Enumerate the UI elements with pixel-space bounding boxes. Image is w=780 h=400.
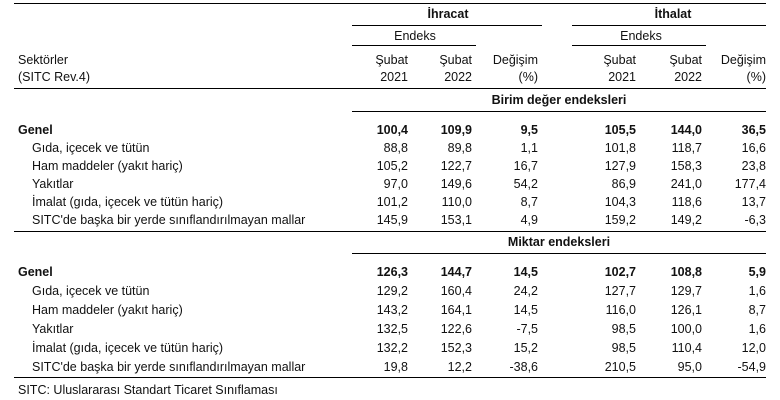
cell: 118,6 <box>671 195 702 209</box>
cell: 19,8 <box>383 360 408 374</box>
cell: 127,9 <box>604 159 636 173</box>
row-label: Ham maddeler (yakıt hariç) <box>32 159 183 173</box>
cell: 95,0 <box>677 360 702 374</box>
section-underline-miktar <box>352 253 766 254</box>
table-bottom-border <box>14 377 766 378</box>
cell: 105,2 <box>376 159 408 173</box>
cell: 54,2 <box>513 177 538 191</box>
cell: 105,5 <box>604 123 636 137</box>
cell: 210,5 <box>604 360 636 374</box>
section-divider <box>14 231 766 232</box>
cell: 108,8 <box>670 265 702 279</box>
cell: 100,0 <box>670 322 702 336</box>
cell: 8,7 <box>520 195 538 209</box>
col-header-6-line1: Değişim <box>720 53 766 67</box>
cell: 159,2 <box>604 213 636 227</box>
cell: -7,5 <box>516 322 538 336</box>
cell: 15,2 <box>513 341 538 355</box>
row-label: Genel <box>18 265 53 279</box>
cell: 126,3 <box>376 265 408 279</box>
cell: -54,9 <box>737 360 766 374</box>
cell: 132,5 <box>376 322 408 336</box>
cell: 100,4 <box>376 123 408 137</box>
group-underline-ihracat <box>352 25 542 26</box>
row-label: Yakıtlar <box>32 322 74 336</box>
cell: 23,8 <box>741 159 766 173</box>
col-header-3-line1: Değişim <box>492 53 538 67</box>
cell: 110,0 <box>441 195 472 209</box>
footnote: SITC: Uluslararası Standart Ticaret Sınıflaması <box>18 383 278 397</box>
cell: 14,5 <box>513 303 538 317</box>
cell: 132,2 <box>376 341 408 355</box>
cell: 122,7 <box>440 159 472 173</box>
section-title-miktar: Miktar endeksleri <box>507 235 611 249</box>
cell: -6,3 <box>744 213 766 227</box>
cell: 144,0 <box>670 123 702 137</box>
table-top-border <box>14 3 766 4</box>
endeks-underline-ihracat <box>352 45 476 46</box>
cell: 116,0 <box>605 303 636 317</box>
cell: 24,2 <box>513 284 538 298</box>
group-underline-ithalat <box>572 25 766 26</box>
cell: 145,9 <box>376 213 408 227</box>
col-header-2-line1: Şubat <box>439 53 472 67</box>
cell: 149,2 <box>670 213 702 227</box>
cell: 160,4 <box>440 284 472 298</box>
subheader-endeks-ithalat: Endeks <box>620 29 662 43</box>
cell: 1,6 <box>748 322 766 336</box>
col-header-6-line2: (%) <box>746 70 766 84</box>
cell: -38,6 <box>509 360 538 374</box>
subheader-endeks-ihracat: Endeks <box>394 29 436 43</box>
cell: 153,1 <box>440 213 472 227</box>
cell: 104,3 <box>604 195 636 209</box>
cell: 88,8 <box>383 141 408 155</box>
row-label: Yakıtlar <box>32 177 74 191</box>
cell: 9,5 <box>520 123 538 137</box>
cell: 8,7 <box>748 303 766 317</box>
cell: 109,9 <box>440 123 472 137</box>
cell: 36,5 <box>741 123 766 137</box>
cell: 16,7 <box>513 159 538 173</box>
row-label: SITC'de başka bir yerde sınıflandırılmayan mallar <box>32 213 306 227</box>
cell: 129,7 <box>670 284 702 298</box>
cell: 241,0 <box>670 177 702 191</box>
cell: 143,2 <box>376 303 408 317</box>
cell: 102,7 <box>604 265 636 279</box>
cell: 110,4 <box>671 341 702 355</box>
cell: 122,6 <box>440 322 472 336</box>
col-header-3-line2: (%) <box>518 70 538 84</box>
sektorler-label: Sektörler <box>18 53 69 67</box>
cell: 1,6 <box>748 284 766 298</box>
cell: 158,3 <box>670 159 702 173</box>
cell: 152,3 <box>440 341 472 355</box>
col-header-2-line2: 2022 <box>444 70 472 84</box>
cell: 129,2 <box>376 284 408 298</box>
cell: 127,7 <box>604 284 636 298</box>
endeks-underline-ithalat <box>572 45 706 46</box>
cell: 5,9 <box>748 265 766 279</box>
cell: 12,0 <box>741 341 766 355</box>
cell: 97,0 <box>383 177 408 191</box>
cell: 98,5 <box>611 322 636 336</box>
cell: 101,2 <box>376 195 408 209</box>
cell: 4,9 <box>520 213 538 227</box>
col-header-5-line2: 2022 <box>674 70 702 84</box>
cell: 14,5 <box>513 265 538 279</box>
col-header-4-line2: 2021 <box>608 70 636 84</box>
cell: 144,7 <box>440 265 472 279</box>
row-label: Gıda, içecek ve tütün <box>32 284 150 298</box>
cell: 101,8 <box>604 141 636 155</box>
cell: 118,7 <box>671 141 702 155</box>
cell: 126,1 <box>670 303 702 317</box>
group-header-ithalat: İthalat <box>654 7 692 21</box>
header-bottom-border <box>14 88 766 89</box>
cell: 16,6 <box>741 141 766 155</box>
row-label: SITC'de başka bir yerde sınıflandırılmayan mallar <box>32 360 306 374</box>
col-header-1-line1: Şubat <box>375 53 408 67</box>
cell: 177,4 <box>734 177 766 191</box>
row-label: İmalat (gıda, içecek ve tütün hariç) <box>32 195 224 209</box>
cell: 12,2 <box>447 360 472 374</box>
cell: 1,1 <box>520 141 538 155</box>
cell: 86,9 <box>611 177 636 191</box>
section-title-birim-deger: Birim değer endeksleri <box>491 93 627 107</box>
col-header-1-line2: 2021 <box>380 70 408 84</box>
row-label: Ham maddeler (yakıt hariç) <box>32 303 183 317</box>
cell: 13,7 <box>741 195 766 209</box>
row-label: İmalat (gıda, içecek ve tütün hariç) <box>32 341 224 355</box>
col-header-5-line1: Şubat <box>669 53 702 67</box>
sitc-rev-label: (SITC Rev.4) <box>18 70 90 84</box>
row-label: Gıda, içecek ve tütün <box>32 141 150 155</box>
col-header-4-line1: Şubat <box>603 53 636 67</box>
section-underline-birim-deger <box>352 111 766 112</box>
cell: 98,5 <box>611 341 636 355</box>
row-label: Genel <box>18 123 53 137</box>
cell: 149,6 <box>440 177 472 191</box>
cell: 164,1 <box>440 303 472 317</box>
group-header-ihracat: İhracat <box>427 7 469 21</box>
cell: 89,8 <box>447 141 472 155</box>
